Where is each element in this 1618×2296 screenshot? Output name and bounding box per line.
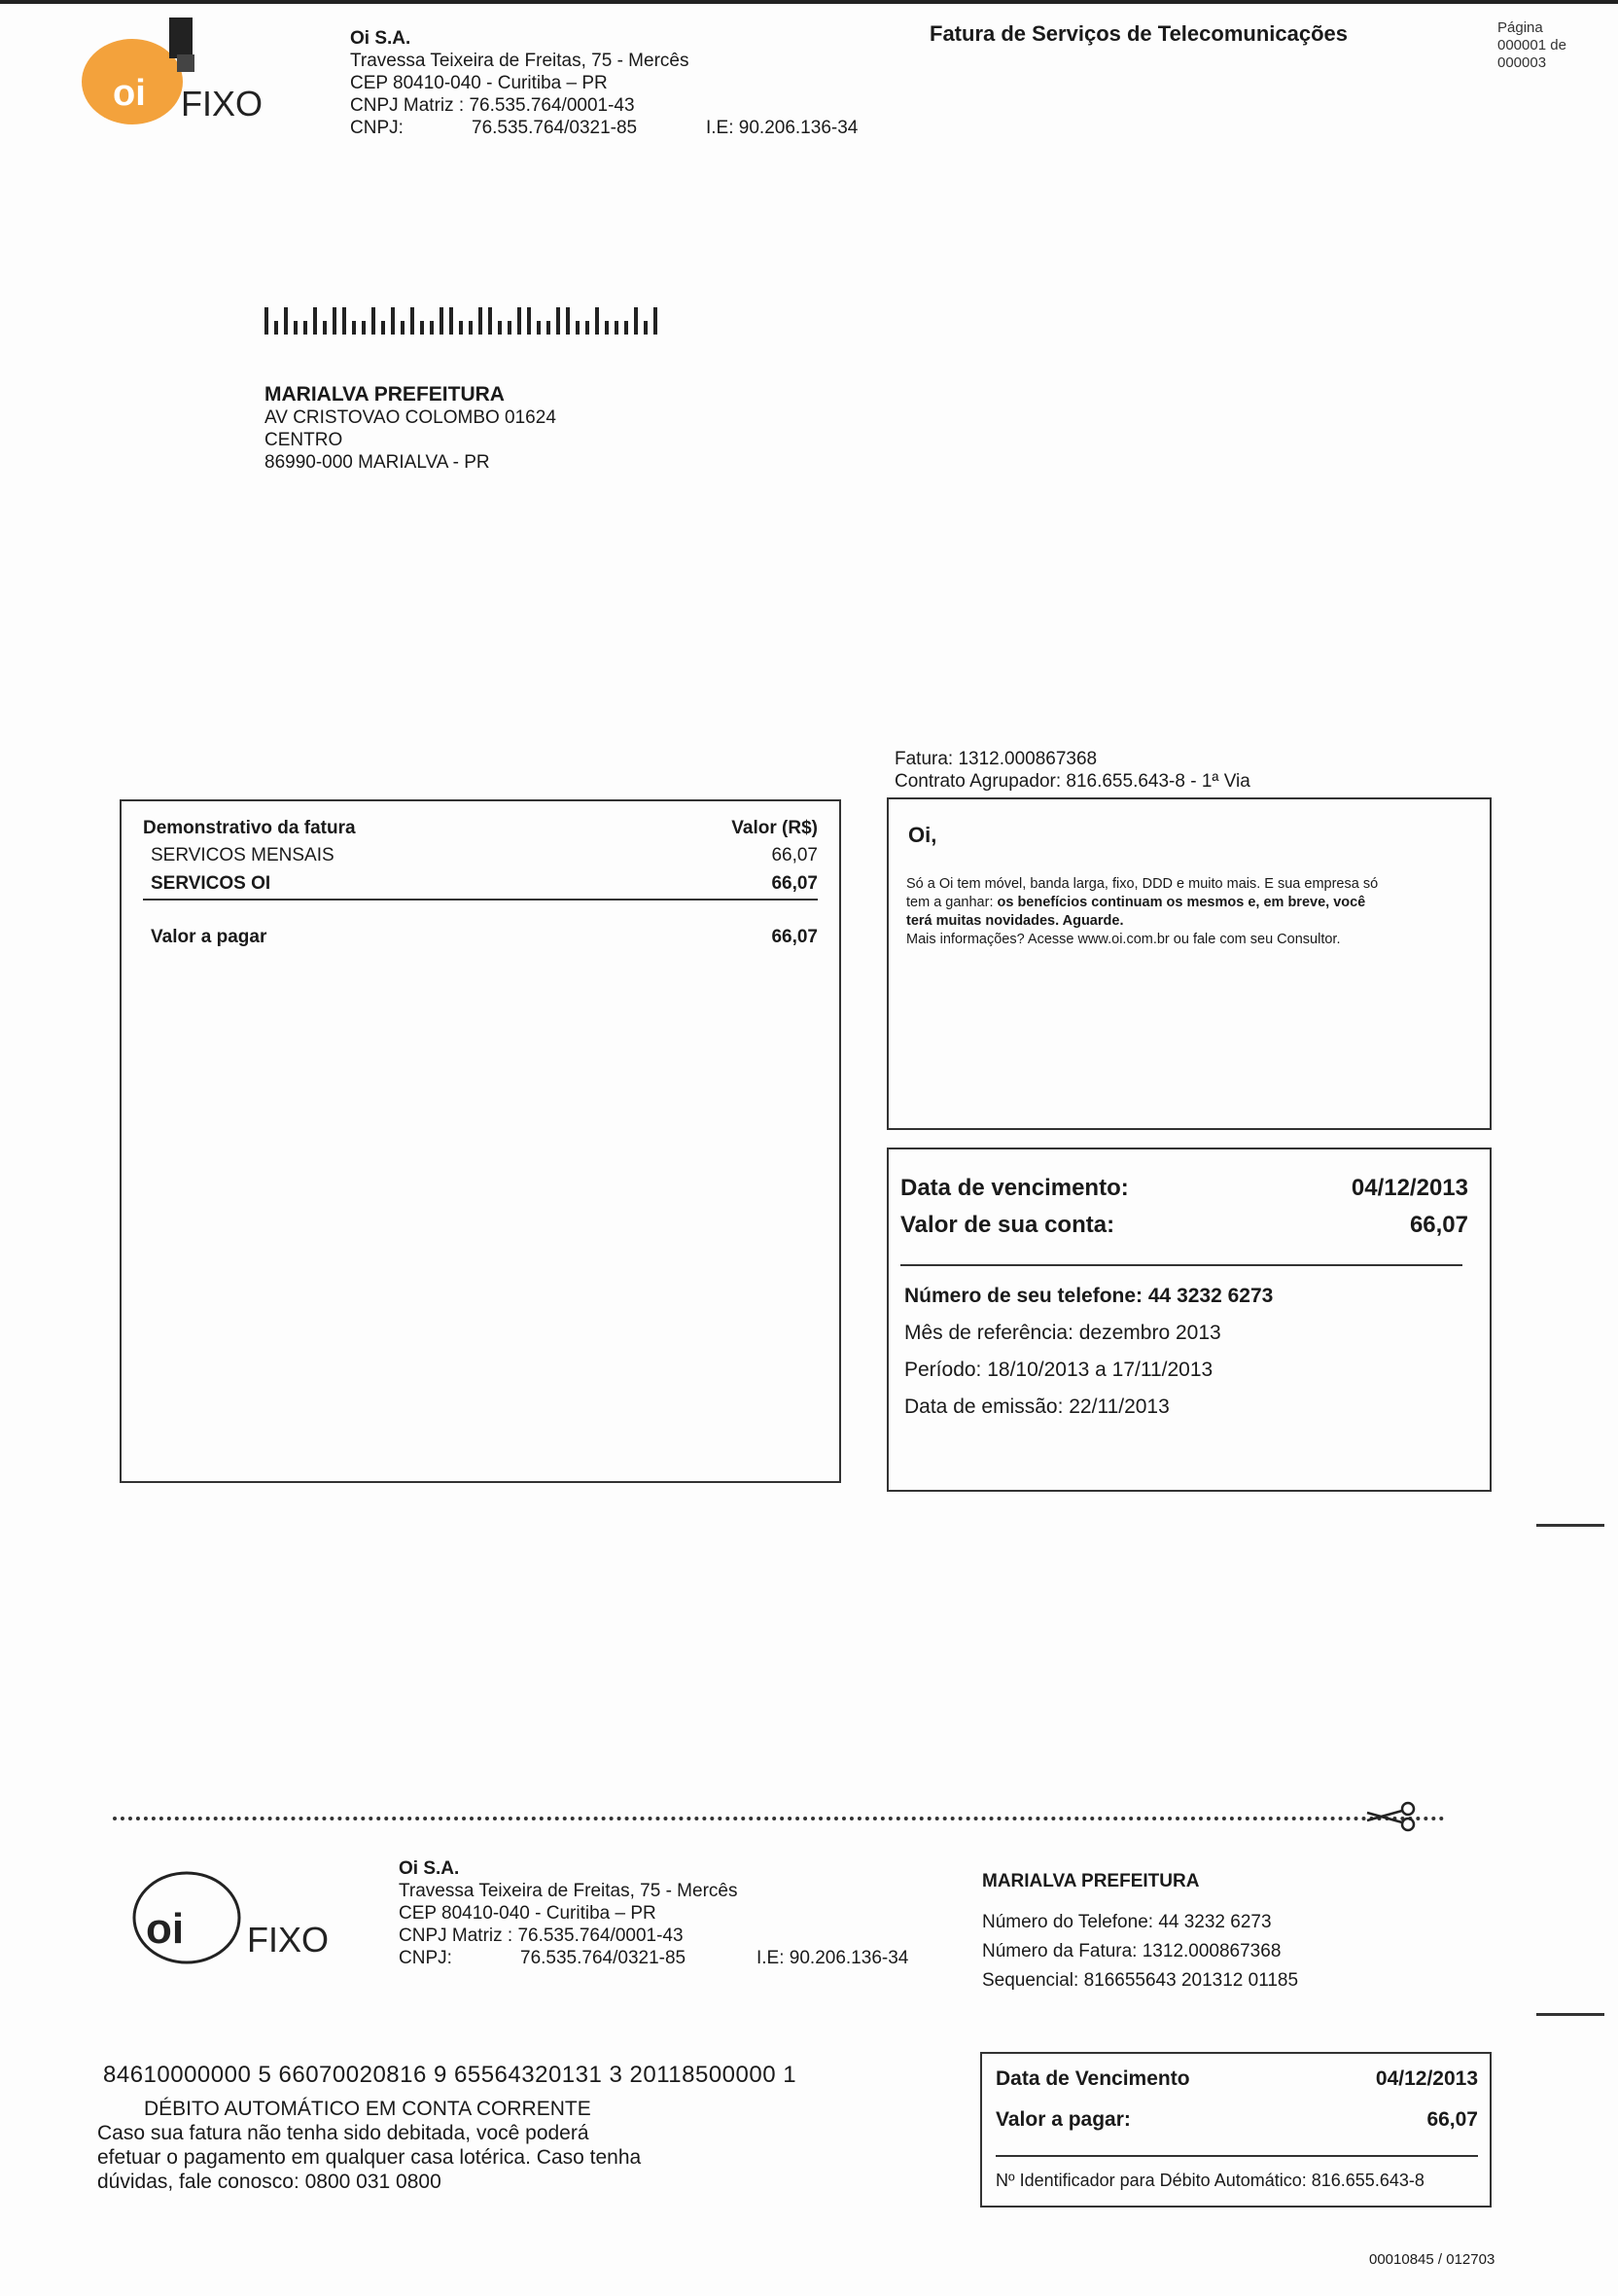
stub-phone: Número do Telefone: 44 3232 6273	[982, 1912, 1272, 1932]
svg-text:oi: oi	[146, 1905, 185, 1953]
summary-due-value: 04/12/2013	[1351, 1175, 1468, 1201]
statement-item	[151, 844, 818, 866]
stub-debit-id: Nº Identificador para Débito Automático: 816.655.643-8	[996, 2171, 1425, 2190]
message-line: Mais informações? Acesse www.oi.com.br ou fale com seu Consultor.	[906, 932, 1341, 947]
contract-number: Contrato Agrupador: 816.655.643-8 - 1ª Via	[895, 771, 1250, 792]
fold-mark	[1536, 2013, 1604, 2016]
summary-issue-date: Data de emissão: 22/11/2013	[904, 1395, 1170, 1418]
statement-total-label: Valor a pagar	[151, 927, 267, 947]
page-current: 000001 de	[1497, 37, 1566, 53]
stub-footer-code: 00010845 / 012703	[1369, 2251, 1495, 2268]
summary-amount-label: Valor de sua conta:	[900, 1212, 1115, 1238]
stub-debit-text: efetuar o pagamento em qualquer casa lotérica. Caso tenha	[97, 2146, 642, 2169]
state-registration: I.E: 90.206.136-34	[706, 118, 859, 138]
stub-debit-info	[97, 2097, 641, 2194]
message-line: terá muitas novidades. Aguarde.	[906, 913, 1124, 929]
company-header	[350, 27, 875, 139]
summary-amount-value: 66,07	[1409, 1212, 1468, 1238]
stub-company-header	[399, 1857, 924, 1969]
company-address-line: CEP 80410-040 - Curitiba – PR	[350, 73, 608, 93]
statement-col-value: Valor (R$)	[731, 818, 818, 838]
stub-company-address-line: CNPJ Matriz : 76.535.764/0001-43	[399, 1925, 684, 1946]
message-line	[906, 894, 1480, 912]
stub-oi-fixo-logo	[124, 1859, 358, 1976]
statement-item-desc: SERVICOS MENSAIS	[151, 845, 334, 865]
stub-due-value: 04/12/2013	[1375, 2067, 1478, 2090]
page-total: 000003	[1497, 54, 1547, 71]
statement-box	[120, 799, 841, 1483]
statement-total-value: 66,07	[771, 927, 818, 947]
cut-line	[113, 1817, 1445, 1820]
stub-cnpj-label: CNPJ:	[399, 1948, 452, 1968]
stub-debit-text: dúvidas, fale conosco: 0800 031 0800	[97, 2171, 441, 2193]
stub-company-address-line: CEP 80410-040 - Curitiba – PR	[399, 1903, 656, 1924]
recipient-city: 86990-000 MARIALVA - PR	[264, 452, 490, 473]
summary-due-label: Data de vencimento:	[900, 1175, 1129, 1201]
stub-cnpj-value: 76.535.764/0321-85	[520, 1948, 686, 1968]
company-address-line: Travessa Teixeira de Freitas, 75 - Mercês	[350, 51, 689, 71]
message-highlight: os benefícios continuam os mesmos e, em breve, você	[997, 895, 1366, 910]
stub-debit-title: DÉBITO AUTOMÁTICO EM CONTA CORRENTE	[144, 2098, 591, 2120]
scan-top-border	[0, 0, 1618, 4]
fold-mark	[1536, 1524, 1604, 1527]
message-box	[887, 797, 1492, 1130]
recipient-address	[264, 383, 556, 474]
recipient-name: MARIALVA PREFEITURA	[264, 383, 505, 406]
cnpj-value: 76.535.764/0321-85	[472, 118, 638, 138]
stub-brand-product-label: FIXO	[247, 1920, 330, 1960]
recipient-district: CENTRO	[264, 430, 343, 450]
summary-period: Período: 18/10/2013 a 17/11/2013	[904, 1359, 1214, 1381]
company-name: Oi S.A.	[350, 28, 411, 49]
stub-payment-box	[980, 2052, 1492, 2208]
scissors-icon	[1365, 1799, 1424, 1834]
stub-recipient-name: MARIALVA PREFEITURA	[982, 1871, 1200, 1891]
stub-divider	[996, 2155, 1478, 2157]
page-indicator	[1497, 19, 1566, 72]
statement-item-value: 66,07	[771, 845, 818, 865]
summary-details	[904, 1278, 1273, 1426]
stub-invoice-number: Número da Fatura: 1312.000867368	[982, 1941, 1282, 1961]
statement-item	[151, 872, 818, 895]
message-text: tem a ganhar:	[906, 895, 998, 910]
summary-due-row	[900, 1175, 1468, 1202]
invoice-reference	[895, 748, 1250, 793]
stub-state-registration: I.E: 90.206.136-34	[756, 1948, 909, 1968]
company-address-line: CNPJ Matriz : 76.535.764/0001-43	[350, 95, 635, 116]
statement-item-desc: SERVICOS OI	[151, 873, 271, 894]
recipient-street: AV CRISTOVAO COLOMBO 01624	[264, 407, 556, 428]
statement-header	[143, 817, 818, 839]
stub-barcode-digits: 84610000000 5 66070020816 9 65564320131 3 20118500000 1	[103, 2062, 797, 2088]
stub-sequential: Sequencial: 816655643 201312 01185	[982, 1970, 1299, 1991]
summary-box	[887, 1148, 1492, 1492]
document-title: Fatura de Serviços de Telecomunicações	[930, 21, 1348, 46]
brand-product-label: FIXO	[181, 84, 264, 124]
message-greeting: Oi,	[908, 823, 937, 847]
stub-recipient	[982, 1867, 1298, 1996]
stub-company-name: Oi S.A.	[399, 1858, 460, 1879]
page-label: Página	[1497, 19, 1543, 36]
summary-amount-row	[900, 1212, 1468, 1239]
summary-phone: Número de seu telefone: 44 3232 6273	[904, 1285, 1274, 1307]
postal-barcode	[264, 307, 692, 335]
stub-due-label: Data de Vencimento	[996, 2067, 1190, 2090]
invoice-number: Fatura: 1312.000867368	[895, 749, 1098, 769]
message-line: Só a Oi tem móvel, banda larga, fixo, DDD e muito mais. E sua empresa só	[906, 876, 1379, 892]
stub-company-address-line: Travessa Teixeira de Freitas, 75 - Mercês	[399, 1881, 738, 1901]
statement-total	[151, 926, 818, 948]
statement-item-value: 66,07	[771, 873, 818, 894]
stub-due-row	[996, 2067, 1478, 2091]
svg-text:oi: oi	[113, 73, 146, 114]
summary-divider	[900, 1264, 1462, 1266]
cnpj-label: CNPJ:	[350, 118, 404, 138]
oi-fixo-logo	[74, 18, 278, 134]
stub-debit-text: Caso sua fatura não tenha sido debitada, você poderá	[97, 2122, 589, 2144]
stub-pay-value: 66,07	[1426, 2108, 1478, 2131]
statement-divider	[143, 899, 818, 901]
stub-pay-label: Valor a pagar:	[996, 2108, 1131, 2131]
stub-pay-row	[996, 2108, 1478, 2132]
statement-col-desc: Demonstrativo da fatura	[143, 818, 356, 838]
summary-ref-month: Mês de referência: dezembro 2013	[904, 1322, 1221, 1344]
message-body	[906, 875, 1480, 949]
